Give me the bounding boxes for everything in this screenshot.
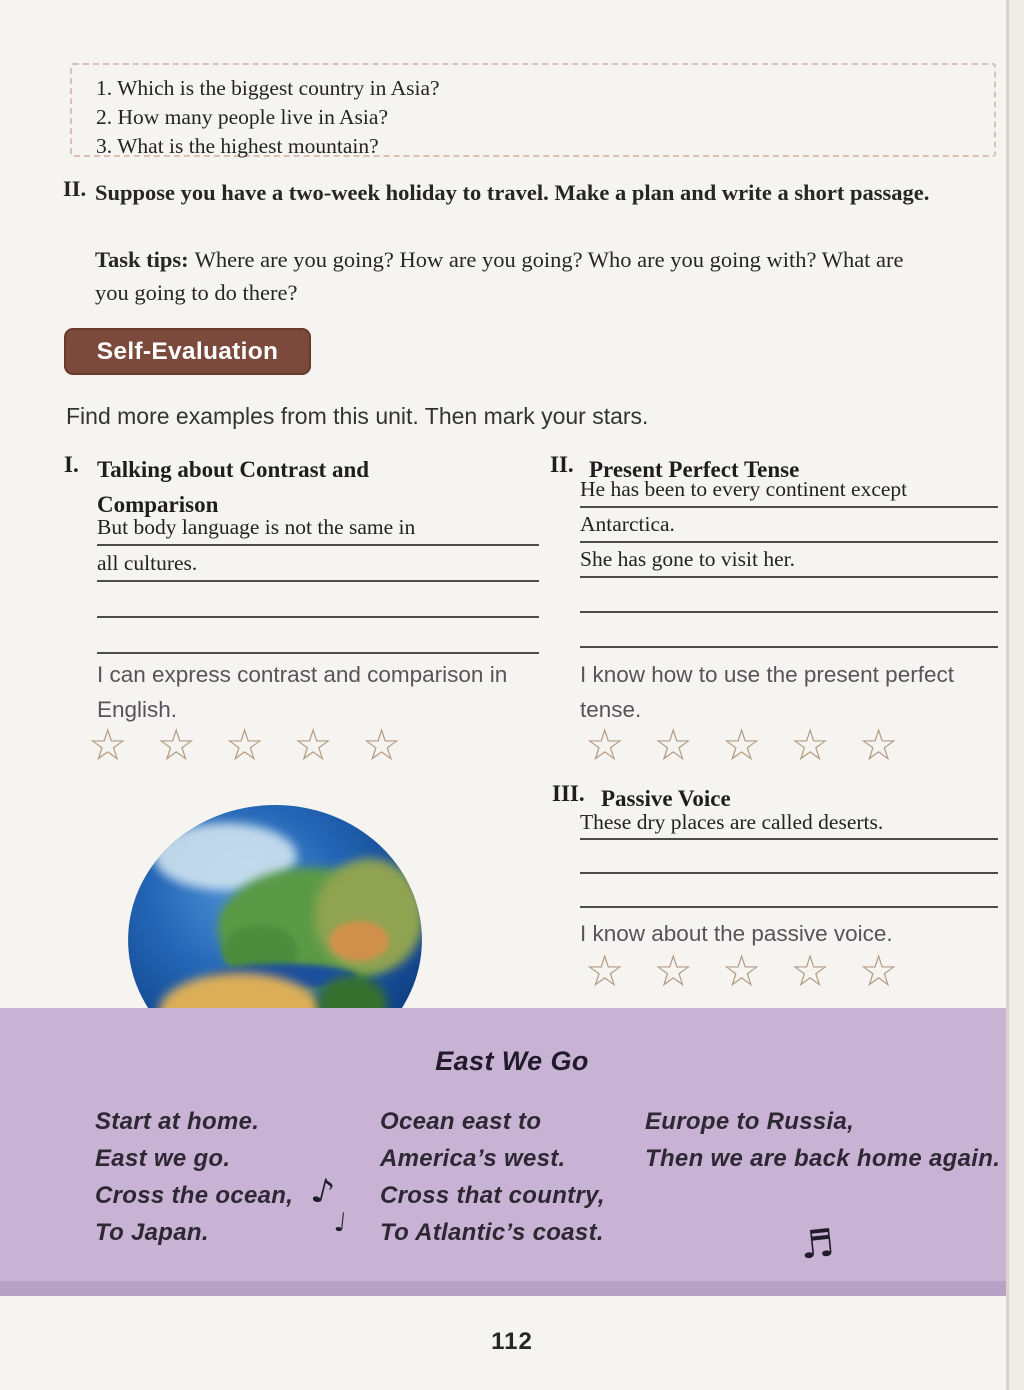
- section-3-title: Passive Voice: [601, 786, 731, 811]
- star-icon[interactable]: ☆: [721, 720, 762, 771]
- star-icon[interactable]: ☆: [858, 720, 899, 771]
- star-icon[interactable]: ☆: [790, 946, 830, 997]
- can-do-statement: I can express contrast and comparison in English.: [97, 662, 508, 722]
- blank-writing-line[interactable]: [580, 613, 998, 648]
- section-3-label: III.: [552, 781, 585, 806]
- review-question: 1. Which is the biggest country in Asia?: [96, 76, 440, 100]
- task-tips-label: Task tips:: [95, 247, 189, 272]
- star-rating-section-3: [585, 946, 899, 997]
- page-number: 112: [491, 1328, 533, 1355]
- star-icon[interactable]: ☆: [88, 720, 128, 771]
- writing-task-title: Suppose you have a two-week holiday to travel. Make a plan and write a short passage.: [95, 180, 930, 205]
- song-band-bottom-strip: [0, 1281, 1024, 1296]
- example-line: He has been to every continent except: [580, 473, 998, 508]
- review-questions-box: [70, 63, 996, 157]
- example-line: She has gone to visit her.: [580, 543, 998, 578]
- star-rating-section-1: [88, 720, 402, 771]
- section-2-example-lines: [580, 473, 998, 648]
- blank-writing-line[interactable]: [580, 840, 998, 874]
- task-tips-text: Where are you going? How are you going? Who are you going with? What are you going to do there?: [95, 247, 904, 305]
- quarter-note-icon: ♩: [332, 1207, 348, 1239]
- song-verse-1: [95, 1103, 293, 1251]
- song-line: To Atlantic’s coast.: [380, 1219, 604, 1246]
- star-icon[interactable]: ☆: [653, 720, 693, 771]
- star-icon[interactable]: ☆: [361, 720, 402, 771]
- section-2-label: II.: [550, 452, 574, 477]
- star-icon[interactable]: ☆: [156, 720, 196, 771]
- star-rating-section-2: [585, 720, 899, 771]
- star-icon[interactable]: ☆: [721, 946, 762, 997]
- star-icon[interactable]: ☆: [790, 720, 830, 771]
- task-tips: [95, 243, 905, 309]
- can-do-statement: I know about the passive voice.: [580, 921, 893, 946]
- song-line: Cross that country,: [380, 1182, 605, 1209]
- song-line: Europe to Russia,: [645, 1108, 855, 1135]
- star-icon[interactable]: ☆: [653, 946, 693, 997]
- song-line: America’s west.: [380, 1145, 566, 1172]
- song-verse-3: [645, 1103, 1010, 1177]
- song-line: Then we are back home again.: [645, 1145, 1001, 1172]
- self-evaluation-intro: Find more examples from this unit. Then mark your stars.: [66, 403, 649, 429]
- star-icon[interactable]: ☆: [585, 720, 625, 771]
- star-icon[interactable]: ☆: [858, 946, 899, 997]
- song-line: To Japan.: [95, 1219, 209, 1246]
- section-1-example-lines: [97, 510, 539, 654]
- song-line: Start at home.: [95, 1108, 260, 1135]
- section-2-title: Present Perfect Tense: [589, 457, 800, 482]
- eighth-note-icon: ♪: [307, 1169, 339, 1215]
- section-3-example-lines: [580, 806, 998, 908]
- section-1-label: I.: [64, 452, 79, 477]
- song-line: East we go.: [95, 1145, 231, 1172]
- song-line: Cross the ocean,: [95, 1182, 294, 1209]
- song-verse-2: [380, 1103, 605, 1251]
- blank-writing-line[interactable]: [97, 582, 539, 618]
- song-title: East We Go: [435, 1046, 589, 1076]
- song-line: Ocean east to: [380, 1108, 542, 1135]
- review-question: 3. What is the highest mountain?: [96, 134, 379, 158]
- page-edge-margin: [1009, 0, 1024, 1390]
- section-1-title: Talking about Contrast and Comparison: [97, 457, 370, 517]
- review-question: 2. How many people live in Asia?: [96, 105, 388, 129]
- blank-writing-line[interactable]: [97, 618, 539, 654]
- star-icon[interactable]: ☆: [585, 946, 625, 997]
- star-icon[interactable]: ☆: [293, 720, 333, 771]
- self-evaluation-banner: Self-Evaluation: [64, 328, 311, 375]
- star-icon[interactable]: ☆: [224, 720, 265, 771]
- example-line: But body language is not the same in: [97, 510, 539, 546]
- can-do-statement: I know how to use the present perfect tense.: [580, 662, 954, 722]
- example-line: Antarctica.: [580, 508, 998, 543]
- example-line: These dry places are called deserts.: [580, 806, 998, 840]
- writing-task-label: II.: [63, 176, 87, 201]
- blank-writing-line[interactable]: [580, 578, 998, 613]
- blank-writing-line[interactable]: [580, 874, 998, 908]
- beamed-note-icon: ♬: [797, 1220, 837, 1268]
- example-line: all cultures.: [97, 546, 539, 582]
